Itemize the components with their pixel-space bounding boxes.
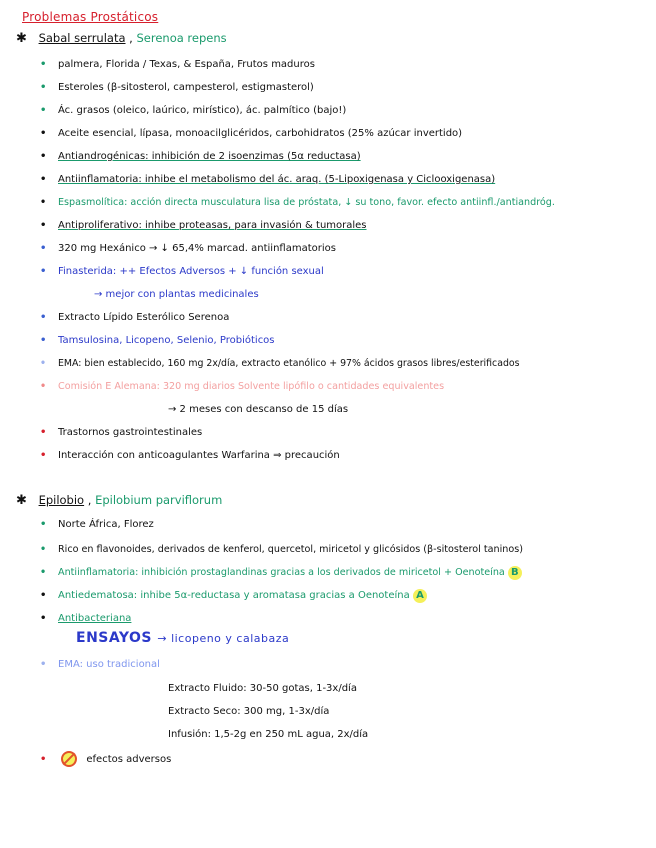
bullet-icon: •: [40, 197, 47, 208]
bullet-icon: •: [40, 544, 47, 555]
bullet-icon: •: [40, 613, 47, 624]
list-item: • Trastornos gastrointestinales: [40, 427, 203, 438]
sabal-alt-name: Serenoa repens: [136, 31, 227, 45]
bullet-icon: •: [40, 151, 47, 162]
section-sabal-heading: ✱ Sabal serrulata , Serenoa repens: [16, 31, 227, 46]
list-item: • Espasmolítica: acción directa musculatura lisa de próstata, ↓ su tono, favor. efecto antiinfl./antiandróg.: [40, 197, 555, 208]
list-item: • Tamsulosina, Licopeno, Selenio, Probióticos: [40, 335, 275, 346]
bullet-icon: •: [40, 659, 47, 670]
sabal-name: Sabal serrulata: [38, 31, 126, 45]
list-item: • palmera, Florida / Texas, & España, Frutos maduros: [40, 59, 315, 70]
bullet-icon: •: [40, 105, 47, 116]
list-item: • Aceite esencial, lípasa, monoacilglicéridos, carbohidratos (25% azúcar invertido): [40, 128, 463, 139]
list-item: • Esteroles (β-sitosterol, campesterol, estigmasterol): [40, 82, 314, 93]
dosage-item: Extracto Seco: 300 mg, 1-3x/día: [168, 706, 330, 717]
bullet-icon: •: [40, 381, 47, 392]
bullet-icon: •: [40, 243, 47, 254]
list-item: • Antiandrogénicas: inhibición de 2 isoenzimas (5α reductasa): [40, 151, 361, 162]
list-item: • Finasterida: ++ Efectos Adversos + ↓ función sexual: [40, 266, 324, 277]
list-item: • efectos adversos: [40, 751, 171, 767]
bullet-icon: •: [40, 427, 47, 438]
list-item: • EMA: uso tradicional: [40, 659, 160, 670]
list-item: • EMA: bien establecido, 160 mg 2x/día, extracto etanólico + 97% ácidos grasos libres/esterificados: [40, 358, 520, 369]
list-item: • 320 mg Hexánico → ↓ 65,4% marcad. antiinflamatorios: [40, 243, 336, 254]
bullet-icon: •: [40, 82, 47, 93]
asterisk-icon: ✱: [16, 31, 27, 46]
bullet-icon: •: [40, 335, 47, 346]
bullet-icon: •: [40, 266, 47, 277]
marker-b: B: [508, 566, 522, 580]
list-item: • Rico en flavonoides, derivados de kenferol, quercetol, miricetol y glicósidos (β-sitosterol taninos): [40, 544, 523, 555]
list-item: • Ác. grasos (oleico, laúrico, mirístico), ác. palmítico (bajo!): [40, 105, 347, 116]
bullet-icon: •: [40, 59, 47, 70]
bullet-icon: •: [40, 567, 47, 578]
bullet-icon: •: [40, 358, 46, 369]
ensayos-note: ENSAYOS → licopeno y calabaza: [76, 630, 290, 646]
marker-a: A: [413, 589, 427, 603]
dosage-item: Infusión: 1,5-2g en 250 mL agua, 2x/día: [168, 729, 369, 740]
asterisk-icon: ✱: [16, 493, 27, 508]
list-item: • Comisión E Alemana: 320 mg diarios Solvente lipófilo o cantidades equivalentes: [40, 381, 445, 392]
no-adverse-icon: [61, 751, 77, 767]
bullet-icon: •: [40, 220, 47, 231]
section-epilobio-heading: ✱ Epilobio , Epilobium parviflorum: [16, 493, 223, 508]
bullet-icon: •: [40, 174, 47, 185]
list-item: • Interacción con anticoagulantes Warfarina ⇒ precaución: [40, 450, 340, 461]
bullet-icon: •: [40, 312, 47, 323]
bullet-icon: •: [40, 590, 47, 601]
bullet-icon: •: [40, 519, 47, 530]
list-item: → 2 meses con descanso de 15 días: [168, 404, 349, 415]
bullet-icon: •: [40, 754, 47, 765]
bullet-icon: •: [40, 128, 47, 139]
epilobio-name: Epilobio: [38, 493, 85, 507]
list-item: • Norte África, Florez: [40, 519, 154, 530]
bullet-icon: •: [40, 450, 47, 461]
dosage-item: Extracto Fluido: 30-50 gotas, 1-3x/día: [168, 683, 357, 694]
list-item: • Antiproliferativo: inhibe proteasas, para invasión & tumorales: [40, 220, 367, 231]
epilobio-alt-name: Epilobium parviflorum: [95, 493, 223, 507]
list-item: • Extracto Lípido Esterólico Serenoa: [40, 312, 230, 323]
list-item: → mejor con plantas medicinales: [94, 289, 259, 300]
list-item: • Antiinflamatoria: inhibe el metabolismo del ác. araq. (5-Lipoxigenasa y Ciclooxigenasa): [40, 174, 496, 185]
list-item: • Antiedematosa: inhibe 5α-reductasa y aromatasa gracias a Oenoteína A: [40, 589, 427, 603]
page-title: Problemas Prostáticos: [22, 10, 159, 24]
list-item: • Antiinflamatoria: inhibición prostaglandinas gracias a los derivados de miricetol + Oenoteína B: [40, 566, 522, 580]
list-item: • Antibacteriana: [40, 613, 132, 624]
